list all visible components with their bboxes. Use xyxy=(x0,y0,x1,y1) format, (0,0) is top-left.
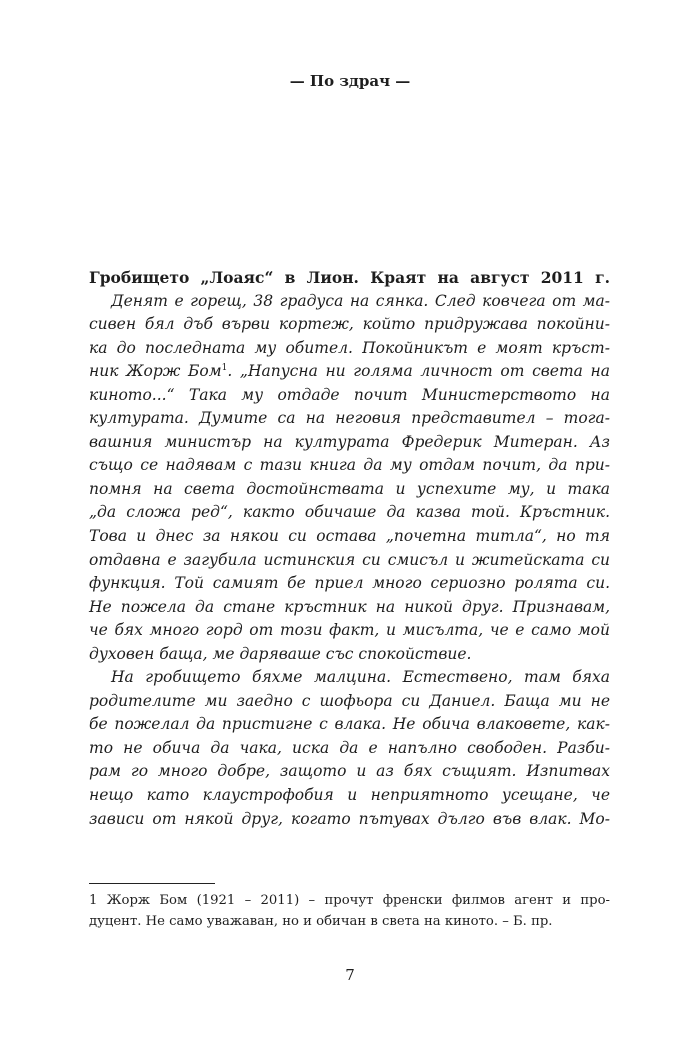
body-line: духовен баща, ме даряваше със спокойствие. xyxy=(89,644,472,663)
body-line: На гробището бяхме малцина. Естествено, там бяха xyxy=(111,668,610,687)
body-line: нещо като клаустрофобия и неприятното усещане, че xyxy=(89,786,610,805)
body-line: вашния министър на културата Фредерик Митеран. Аз xyxy=(89,432,610,451)
body-line: помня на света достойнствата и успехите му, и така xyxy=(89,479,610,498)
body-line: сивен бял дъб върви кортеж, който придружава покойни- xyxy=(89,315,610,334)
body-line: рам го много добре, защото и аз бях същият. Изпитвах xyxy=(89,762,610,781)
body-line: киното...“ Така му отдаде почит Министерството на xyxy=(89,385,610,404)
page-number: 7 xyxy=(345,966,355,984)
body-line-text-rest: . „Напусна ни голяма личност от света на xyxy=(227,362,610,381)
body-line: Не пожела да стане кръстник на никой друг. Признавам, xyxy=(89,597,610,616)
body-line: то не обича да чака, иска да е напълно свободен. Разби- xyxy=(89,738,610,757)
body-line: бе пожелал да пристигне с влака. Не обича влаковете, как- xyxy=(89,715,610,734)
body-line: родителите ми заедно с шофьора си Даниел. Баща ми не xyxy=(89,691,610,710)
body-line: зависи от някой друг, когато пътувах дълго във влак. Мо- xyxy=(89,809,610,828)
main-text xyxy=(89,266,610,831)
footnote-marker: 1 xyxy=(221,363,228,374)
body-line: че бях много горд от този факт, и мисълта, че е само мой xyxy=(89,621,610,640)
footnotes xyxy=(89,890,610,932)
body-line: ка до последната му обител. Покойникът е моят кръст- xyxy=(89,338,610,357)
section-heading: Гробището „Лоаяс“ в Лион. Краят на август 2011 г. xyxy=(89,268,610,287)
footnote-line: 1 Жорж Бом (1921 – 2011) – прочут френски филмов агент и про- xyxy=(89,893,610,908)
body-line-with-footnote xyxy=(89,360,610,384)
body-line: функция. Той самият бе приел много сериозно ролята си. xyxy=(89,574,610,593)
body-line-text: ник Жорж Бом xyxy=(89,362,222,381)
footnote-rule xyxy=(89,883,215,884)
body-line: отдавна е загубила истинския си смисъл и житейската си xyxy=(89,550,610,569)
body-line: „да сложа ред“, както обичаше да казва той. Кръстник. xyxy=(89,503,610,522)
body-line: също се надявам с тази книга да му отдам почит, да при- xyxy=(89,456,610,475)
running-head: — По здрач — xyxy=(289,72,411,90)
body-line: културата. Думите са на неговия представител – тога- xyxy=(89,409,610,428)
body-line: Денят е горещ, 38 градуса на сянка. След ковчега от ма- xyxy=(111,291,610,310)
footnote-line: дуцент. Не само уважаван, но и обичан в света на киното. – Б. пр. xyxy=(89,914,553,929)
body-line: Това и днес за някои си остава „почетна титла“, но тя xyxy=(89,527,610,546)
